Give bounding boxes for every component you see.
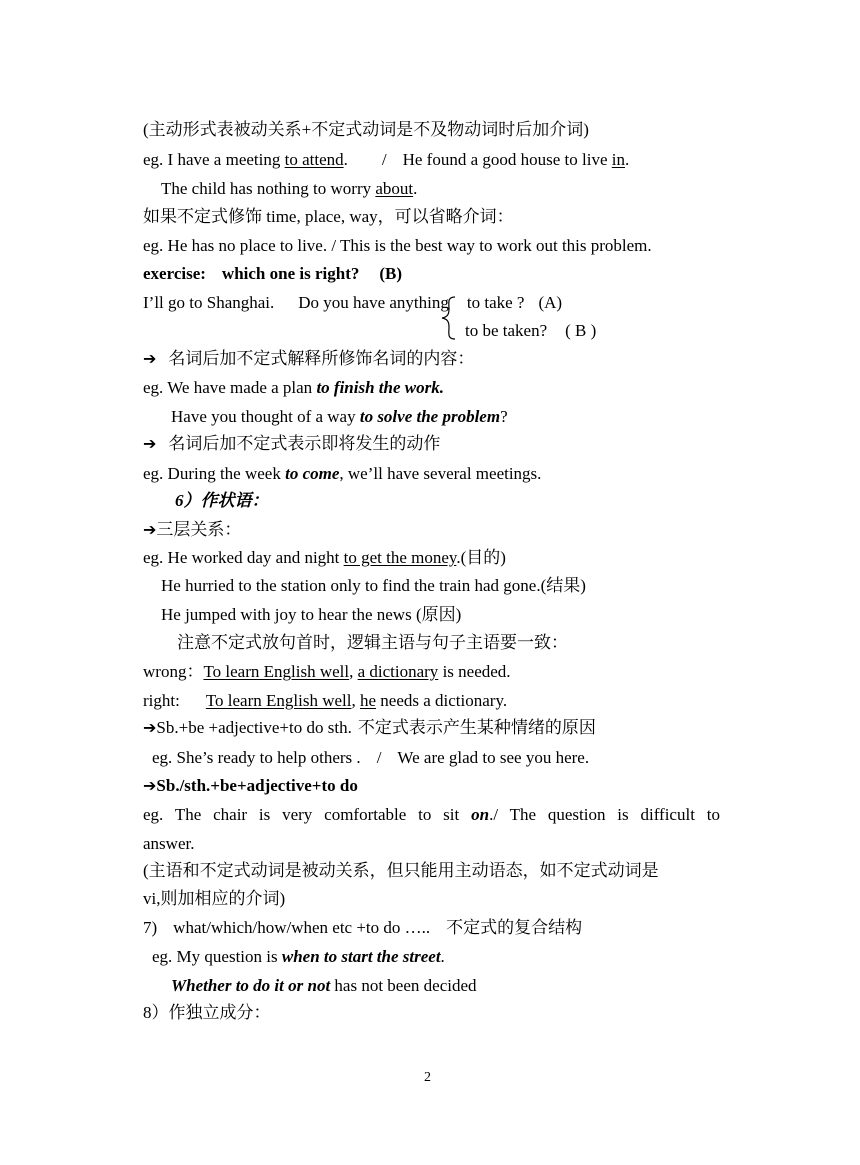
exercise-heading: exercise: which one is right? (B) — [143, 264, 403, 283]
paragraph-passive-note: (主动形式表被动关系+不定式动词是不及物动词时后加介词) — [143, 120, 589, 139]
arrow-icon: ➔ — [143, 520, 157, 539]
note-text: (主语和不定式动词是被动关系，但只能用主动语态，如不定式动词是 — [143, 861, 659, 880]
numbered-item: 8）作独立成分： — [143, 1003, 271, 1022]
example-line: Have you thought of a way to solve the problem? — [171, 407, 508, 426]
underlined-phrase: to get the money — [343, 548, 457, 567]
underlined-phrase: To learn English well — [205, 691, 352, 710]
bullet-item: ➔三层关系： — [143, 520, 242, 539]
emphasis-word: on — [471, 805, 490, 824]
underlined-word: in — [611, 150, 625, 169]
arrow-icon: ➔ — [143, 776, 157, 795]
underlined-phrase: To learn English well — [203, 662, 350, 681]
arrow-icon: ➔ — [143, 349, 157, 368]
example-line: eg. He has no place to live. / This is the best way to work out this problem. — [143, 236, 652, 255]
underlined-phrase: a dictionary — [357, 662, 439, 681]
section-heading: 6）作状语： — [175, 491, 269, 510]
example-line: eg. We have made a plan to finish the work. — [143, 378, 444, 397]
curly-brace-icon — [437, 295, 461, 341]
underlined-word: he — [359, 691, 377, 710]
rule-text: 如果不定式修饰 time, place, way，可以省略介词： — [143, 207, 514, 226]
exercise-option: to be taken? ( B ) — [465, 321, 597, 340]
numbered-item: 7) what/which/how/when etc +to do ….. 不定式的复合结构 — [143, 918, 583, 937]
example-line-cont: answer. — [143, 834, 195, 853]
example-line: eg. He worked day and night to get the money.(目的) — [143, 548, 506, 567]
underlined-word: about — [375, 179, 414, 198]
emphasis-phrase: to come — [285, 464, 340, 483]
emphasis-phrase: to finish the work. — [316, 378, 444, 397]
emphasis-phrase: Whether to do it or not — [171, 976, 331, 995]
note-text: vi,则加相应的介词) — [143, 889, 286, 908]
emphasis-phrase: to solve the problem — [359, 407, 501, 426]
arrow-icon: ➔ — [143, 434, 157, 453]
bullet-item: ➔Sb./sth.+be+adjective+to do — [143, 776, 358, 795]
emphasis-phrase: when to start the street — [281, 947, 441, 966]
bullet-item: ➔ 名词后加不定式解释所修饰名词的内容： — [143, 349, 475, 368]
example-line: He jumped with joy to hear the news (原因) — [161, 605, 462, 624]
example-line: eg. She’s ready to help others . / We are glad to see you here. — [152, 748, 590, 767]
exercise-question: I’ll go to Shanghai. Do you have anything to take ? (A) — [143, 293, 563, 312]
bullet-item: ➔ 名词后加不定式表示即将发生的动作 — [143, 434, 441, 453]
note-text: 注意不定式放句首时，逻辑主语与句子主语要一致： — [177, 633, 568, 652]
example-right: right: To learn English well, he needs a dictionary. — [143, 691, 508, 710]
bullet-item: ➔Sb.+be +adjective+to do sth. 不定式表示产生某种情绪的原因 — [143, 718, 596, 737]
example-line: eg. My question is when to start the street. — [152, 947, 445, 966]
arrow-icon: ➔ — [143, 718, 157, 737]
example-line: eg. During the week to come, we’ll have several meetings. — [143, 464, 542, 483]
example-wrong: wrong：To learn English well, a dictionary is needed. — [143, 662, 511, 681]
example-line: Whether to do it or not has not been decided — [171, 976, 477, 995]
example-line: eg. The chair is very comfortable to sit on./ The question is difficult to — [143, 805, 720, 824]
page-number: 2 — [424, 1070, 431, 1085]
example-line: eg. I have a meeting to attend. / He found a good house to live in. — [143, 150, 630, 169]
underlined-phrase: to attend — [284, 150, 344, 169]
example-line: The child has nothing to worry about. — [161, 179, 418, 198]
example-line: He hurried to the station only to find the train had gone.(结果) — [161, 576, 586, 595]
